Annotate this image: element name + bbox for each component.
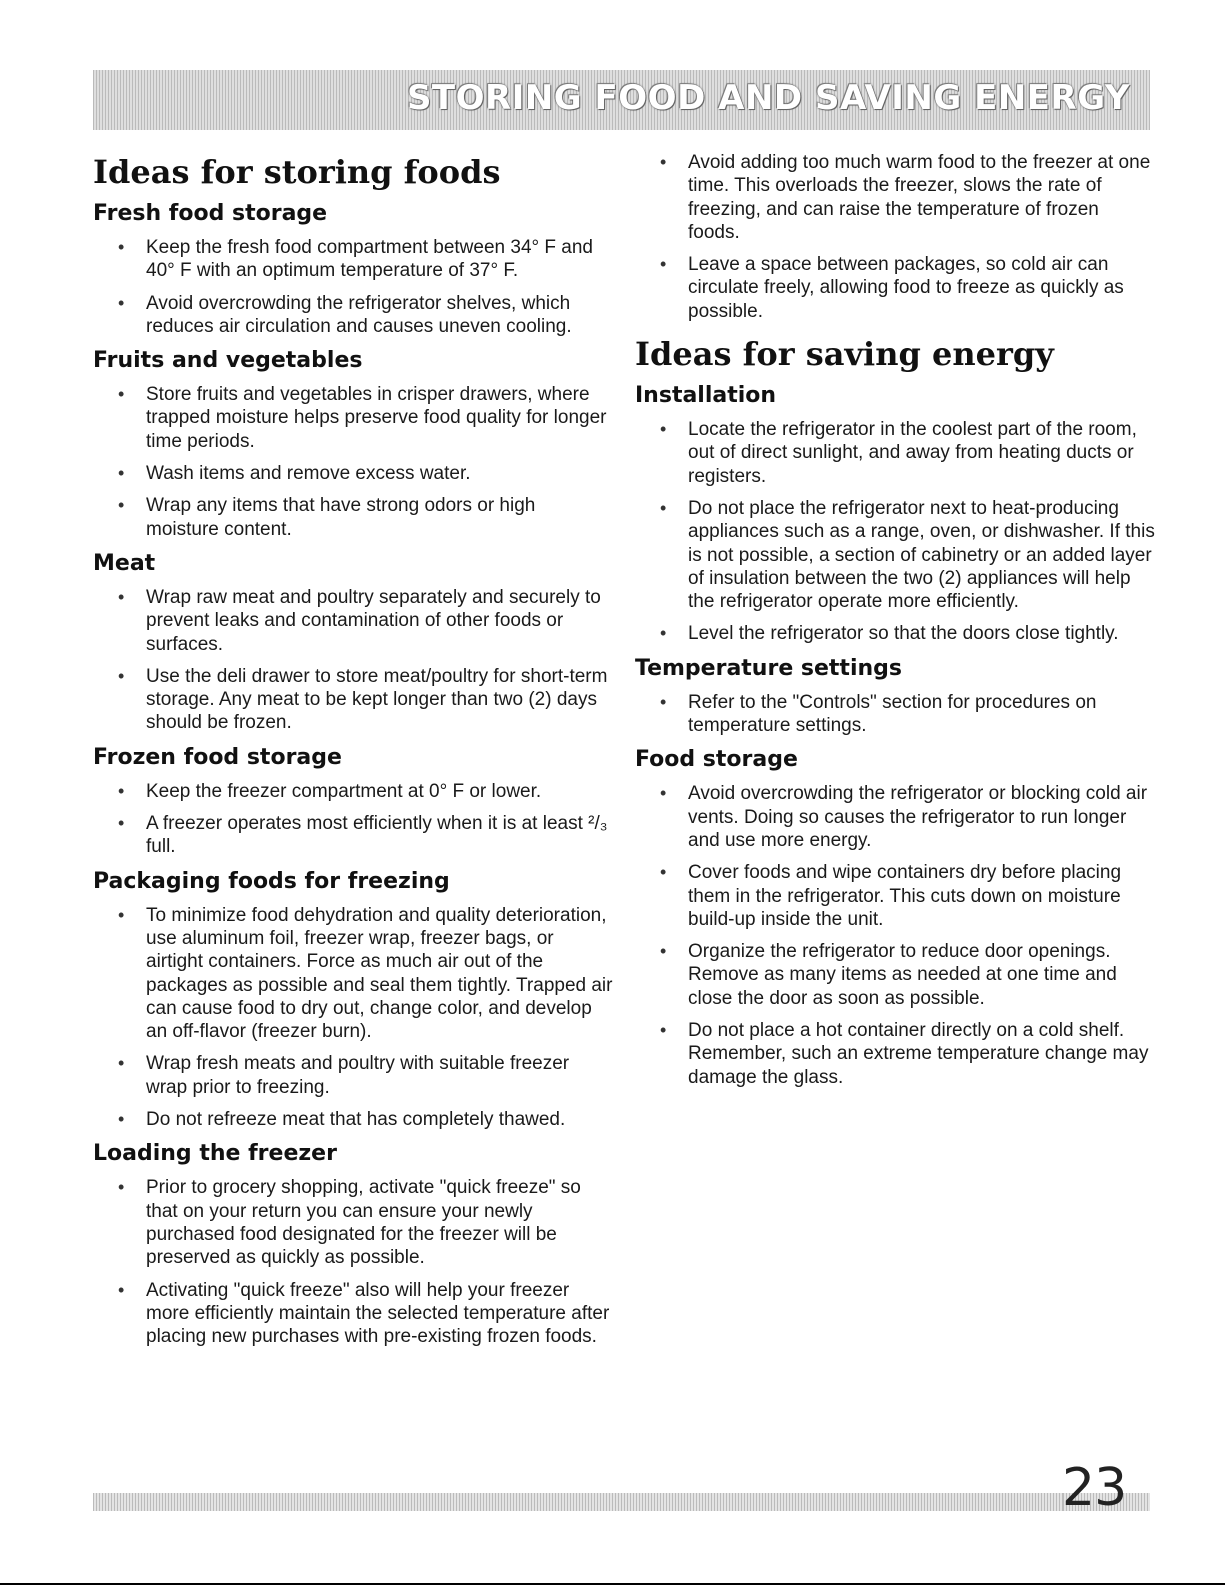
- footer-band: [93, 1493, 1063, 1511]
- bullet-dot-icon: •: [660, 1020, 667, 1041]
- bullet-text: Avoid overcrowding the refrigerator or blocking cold air vents. Doing so causes the refrigerator to run longer and use more energy.: [688, 783, 1148, 851]
- bullet-text: To minimize food dehydration and quality deterioration, use aluminum foil, freezer wrap, freezer bags, or airtight containers. Force as much air out of the packages as possible and seal them tightly. Trapped air can cause food to dry out, change color, and develop an off-flavor (freezer burn).: [146, 904, 613, 1043]
- bullet-list: [93, 236, 613, 338]
- bullet-text: Store fruits and vegetables in crisper drawers, where trapped moisture helps preserve food quality for longer time periods.: [146, 384, 607, 452]
- bullet-text: Wash items and remove excess water.: [146, 463, 471, 485]
- section-title-storing-foods: Ideas for storing foods: [93, 153, 501, 191]
- bullet-text: Wrap raw meat and poultry separately and securely to prevent leaks and contamination of other foods or surfaces.: [146, 586, 601, 655]
- bullet-item: [93, 586, 613, 656]
- bullet-item: [635, 940, 1155, 1010]
- bullet-text: Activating "quick freeze" also will help your freezer more efficiently maintain the selected temperature after placing new purchases with pre-existing frozen foods.: [146, 1279, 610, 1348]
- left-column: [93, 150, 613, 1357]
- subheading-temperature-settings: Temperature settings: [635, 655, 902, 681]
- right-sections: [635, 382, 1155, 1089]
- page-heading: STORING FOOD AND SAVING ENERGY: [406, 78, 1130, 118]
- bullet-item: [635, 418, 1155, 488]
- bullet-text: A freezer operates most efficiently when it is at least ²/₃ full.: [146, 813, 608, 858]
- bullet-item: [93, 780, 613, 803]
- bullet-item: [93, 665, 613, 735]
- bullet-dot-icon: •: [118, 1053, 125, 1074]
- bullet-item: [635, 497, 1155, 613]
- bullet-dot-icon: •: [118, 384, 125, 405]
- bullet-text: Locate the refrigerator in the coolest part of the room, out of direct sunlight, and away from heating ducts or registers.: [688, 419, 1137, 487]
- bullet-text: Refer to the "Controls" section for procedures on temperature settings.: [688, 691, 1097, 737]
- bullet-text: Leave a space between packages, so cold air can circulate freely, allowing food to freeze as quickly as possible.: [688, 254, 1124, 322]
- bullet-item: [93, 462, 613, 485]
- bullet-dot-icon: •: [660, 152, 667, 172]
- bullet-item: [93, 1279, 613, 1349]
- bullet-dot-icon: •: [118, 904, 125, 925]
- bullet-item: [93, 1108, 613, 1131]
- subheading-packaging-foods-for-freezing: Packaging foods for freezing: [93, 868, 450, 894]
- bullet-list: [93, 586, 613, 735]
- bullet-dot-icon: •: [660, 419, 667, 440]
- bullet-dot-icon: •: [660, 862, 667, 883]
- bullet-dot-icon: •: [660, 691, 667, 712]
- section-title-saving-energy: Ideas for saving energy: [635, 335, 1054, 374]
- bullet-item: [635, 151, 1155, 244]
- bullet-item: [93, 494, 613, 541]
- bullet-dot-icon: •: [660, 941, 667, 962]
- subheading-loading-the-freezer: Loading the freezer: [93, 1141, 337, 1167]
- bullet-item: [93, 292, 613, 339]
- bullet-text: Keep the fresh food compartment between 34° F and 40° F with an optimum temperature of 37° F.: [146, 237, 593, 282]
- bullet-list: [635, 782, 1155, 1089]
- bullet-list: [93, 1176, 613, 1348]
- right-column: [635, 151, 1155, 1098]
- bullet-item: [635, 861, 1155, 931]
- bullet-dot-icon: •: [118, 1177, 125, 1198]
- bullet-dot-icon: •: [118, 463, 125, 484]
- bullet-text: Use the deli drawer to store meat/poultry for short-term storage. Any meat to be kept longer than two (2) days should be frozen.: [146, 665, 608, 734]
- bullet-text: Do not place a hot container directly on a cold shelf. Remember, such an extreme temperature change may damage the glass.: [688, 1020, 1149, 1088]
- bullet-item: [635, 622, 1155, 645]
- bullet-list: [93, 904, 613, 1132]
- bullet-dot-icon: •: [660, 783, 667, 804]
- bullet-text: Avoid adding too much warm food to the freezer at one time. This overloads the freezer, slows the rate of freezing, and can raise the temperature of frozen foods.: [688, 152, 1151, 243]
- bullet-dot-icon: •: [118, 813, 125, 834]
- bullet-dot-icon: •: [660, 254, 667, 275]
- bullet-dot-icon: •: [118, 292, 125, 313]
- bullet-item: [93, 1052, 613, 1099]
- bullet-list: [635, 691, 1155, 738]
- bullet-dot-icon: •: [118, 586, 125, 607]
- bullet-list: [93, 780, 613, 859]
- subheading-food-storage: Food storage: [635, 747, 798, 773]
- bullet-dot-icon: •: [118, 780, 125, 801]
- bullet-item: [93, 812, 613, 859]
- bullet-text: Keep the freezer compartment at 0° F or lower.: [146, 780, 542, 802]
- bullet-dot-icon: •: [660, 497, 667, 518]
- bullet-text: Do not place the refrigerator next to heat-producing appliances such as a range, oven, or dishwasher. If this is not possible, a section of cabinetry or an added layer of insulation between the two (2) appliances will help the refrigerator operate more efficiently.: [688, 497, 1155, 613]
- bullet-dot-icon: •: [118, 237, 125, 257]
- bullet-text: Organize the refrigerator to reduce door openings. Remove as many items as needed at one time and close the door as soon as possible.: [688, 941, 1117, 1009]
- bullet-text: Do not refreeze meat that has completely thawed.: [146, 1109, 566, 1131]
- left-sections: [93, 200, 613, 1348]
- subheading-installation: Installation: [635, 383, 777, 409]
- bullet-text: Wrap fresh meats and poultry with suitable freezer wrap prior to freezing.: [146, 1053, 570, 1098]
- bullet-item: [635, 691, 1155, 738]
- bullet-text: Avoid overcrowding the refrigerator shelves, which reduces air circulation and causes uneven cooling.: [146, 292, 572, 337]
- subheading-meat: Meat: [93, 550, 156, 576]
- subheading-frozen-food-storage: Frozen food storage: [93, 744, 342, 770]
- bullet-dot-icon: •: [118, 1109, 125, 1130]
- continued-bullet-list: [635, 151, 1155, 323]
- bullet-text: Prior to grocery shopping, activate "quick freeze" so that on your return you can ensure your newly purchased food designated for the freezer will be preserved as quickly as possible.: [146, 1177, 581, 1269]
- bullet-item: [93, 904, 613, 1044]
- bullet-list: [93, 383, 613, 541]
- bullet-dot-icon: •: [118, 1279, 125, 1300]
- bullet-text: Wrap any items that have strong odors or high moisture content.: [146, 495, 536, 540]
- bullet-text: Level the refrigerator so that the doors close tightly.: [688, 623, 1119, 645]
- subheading-fruits-and-vegetables: Fruits and vegetables: [93, 348, 363, 374]
- bullet-dot-icon: •: [118, 665, 125, 686]
- bullet-list: [635, 418, 1155, 646]
- bullet-dot-icon: •: [118, 495, 125, 516]
- bullet-item: [93, 383, 613, 453]
- bullet-dot-icon: •: [660, 623, 667, 644]
- bullet-item: [635, 253, 1155, 323]
- page-number: 23: [1062, 1458, 1127, 1518]
- subheading-fresh-food-storage: Fresh food storage: [93, 201, 328, 226]
- bullet-item: [93, 236, 613, 283]
- bullet-item: [93, 1176, 613, 1269]
- header-banner: [93, 70, 1150, 130]
- bullet-text: Cover foods and wipe containers dry before placing them in the refrigerator. This cuts down on moisture build-up inside the unit.: [688, 862, 1122, 930]
- bullet-item: [635, 1019, 1155, 1089]
- bullet-item: [635, 782, 1155, 852]
